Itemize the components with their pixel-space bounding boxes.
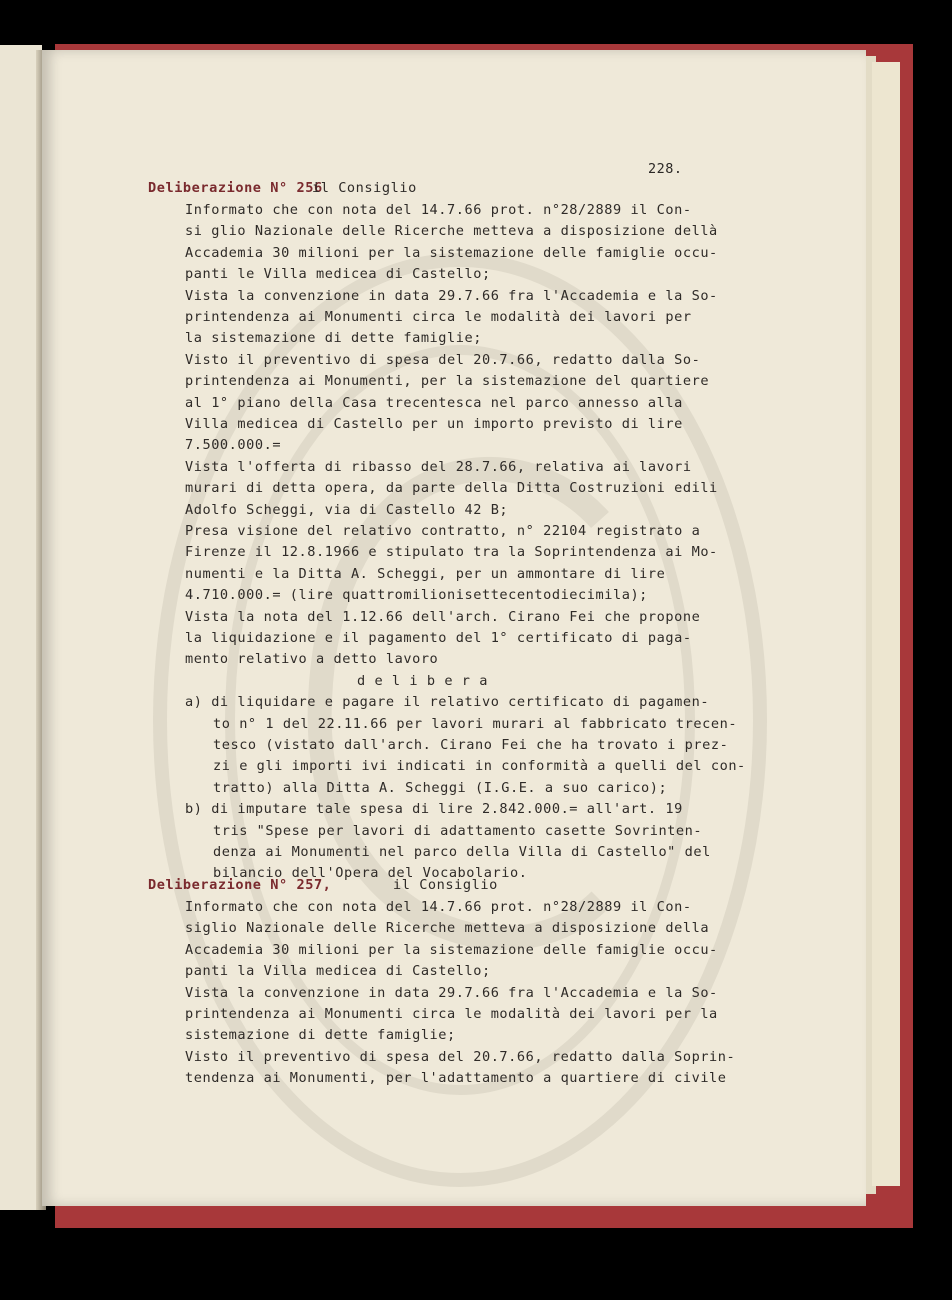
text-line: Vista la nota del 1.12.66 dell'arch. Cirano Fei che propone xyxy=(185,608,701,625)
decision-item-line: zi e gli importi ivi indicati in conformità a quelli del con- xyxy=(213,758,746,775)
text-line: printendenza ai Monumenti circa le modalità dei lavori per xyxy=(185,309,692,325)
decision-item-line: to n° 1 del 22.11.66 per lavori murari al fabbricato trecen- xyxy=(213,715,738,732)
text-line: Presa visione del relativo contratto, n° 22104 registrato a xyxy=(185,523,701,539)
text-line: Vista la convenzione in data 29.7.66 fra l'Accademia e la So- xyxy=(185,984,718,1001)
decision-item-line: b) di imputare tale spesa di lire 2.842.000.= all'art. 19 xyxy=(185,801,683,818)
text-line: Villa medicea di Castello per un importo previsto di lire xyxy=(185,416,683,432)
text-line: si glio Nazionale delle Ricerche metteva a disposizione dellà xyxy=(185,223,718,240)
text-line: siglio Nazionale delle Ricerche metteva a disposizione della xyxy=(185,920,710,937)
text-line: mento relativo a detto lavoro xyxy=(185,651,439,668)
text-line: la liquidazione e il pagamento del 1° certificato di paga- xyxy=(185,630,692,646)
deliberation-heading: Deliberazione N° 257, xyxy=(148,877,332,893)
text-line: 4.710.000.= (lire quattromilionisettecentodiecimila); xyxy=(185,587,648,604)
text-line: Adolfo Scheggi, via di Castello 42 B; xyxy=(185,501,509,518)
text-line: Firenze il 12.8.1966 e stipulato tra la Soprintendenza ai Mo- xyxy=(185,544,718,561)
page-number: 228. xyxy=(648,161,683,177)
text-line: Visto il preventivo di spesa del 20.7.66, redatto dalla So- xyxy=(185,351,701,368)
text-line: 7.500.000.= xyxy=(185,437,282,454)
decision-item-line: denza ai Monumenti nel parco della Villa di Castello" del xyxy=(213,844,711,860)
deliberation-subject: il Consiglio xyxy=(393,877,498,893)
text-line: Informato che con nota del 14.7.66 prot. n°28/2889 il Con- xyxy=(185,202,692,218)
text-line: Informato che con nota del 14.7.66 prot. n°28/2889 il Con- xyxy=(185,899,692,915)
text-line: panti la Villa medicea di Castello; xyxy=(185,963,491,980)
text-line: sistemazione di dette famiglie; xyxy=(185,1027,456,1044)
decision-item-line: tesco (vistato dall'arch. Cirano Fei che ha trovato i prez- xyxy=(213,737,729,753)
text-line: Vista l'offerta di ribasso del 28.7.66, relativa ai lavori xyxy=(185,458,692,475)
text-line: printendenza ai Monumenti circa le modalità dei lavori per la xyxy=(185,1006,718,1022)
text-line: la sistemazione di dette famiglie; xyxy=(185,330,482,347)
text-line: Accademia 30 milioni per la sistemazione delle famiglie occu- xyxy=(185,941,718,958)
text-line: murari di detta opera, da parte della Ditta Costruzioni edili xyxy=(185,480,718,497)
deliberation-heading: Deliberazione N° 256 xyxy=(148,180,323,196)
decision-item-line: bilancio dell'Opera del Vocabolario. xyxy=(213,865,528,882)
decision-item-line: tris "Spese per lavori di adattamento casette Sovrinten- xyxy=(213,822,703,839)
text-line: Accademia 30 milioni per la sistemazione delle famiglie occu- xyxy=(185,244,718,261)
decision-item-line: tratto) alla Ditta A. Scheggi (I.G.E. a suo carico); xyxy=(213,779,668,796)
text-line: printendenza ai Monumenti, per la sistemazione del quartiere xyxy=(185,373,710,390)
decision-label: d e l i b e r a xyxy=(357,672,489,689)
decision-item-line: a) di liquidare e pagare il relativo certificato di pagamen- xyxy=(185,694,710,711)
page-stack-edge-outer xyxy=(872,62,900,1186)
text-line: tendenza ai Monumenti, per l'adattamento a quartiere di civile xyxy=(185,1070,727,1087)
text-line: Vista la convenzione in data 29.7.66 fra l'Accademia e la So- xyxy=(185,287,718,304)
text-line: al 1° piano della Casa trecentesca nel parco annesso alla xyxy=(185,394,683,411)
text-line: Visto il preventivo di spesa del 20.7.66, redatto dalla Soprin- xyxy=(185,1048,736,1065)
text-line: panti le Villa medicea di Castello; xyxy=(185,266,491,283)
text-line: numenti e la Ditta A. Scheggi, per un ammontare di lire xyxy=(185,565,666,582)
deliberation-subject: il Consiglio xyxy=(312,180,417,196)
